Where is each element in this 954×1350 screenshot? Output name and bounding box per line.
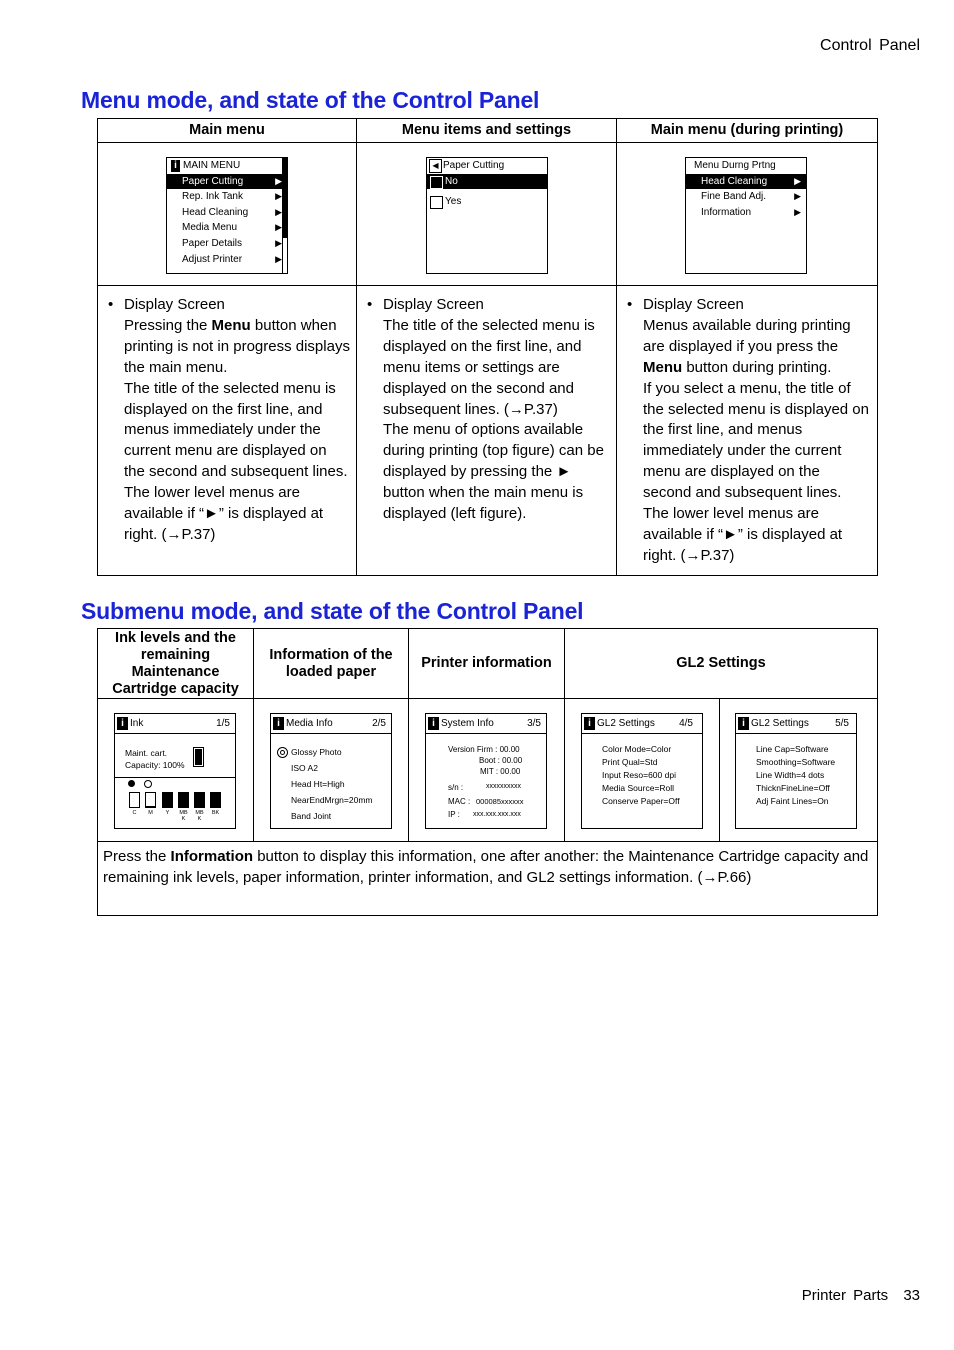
right-arrow-icon: ▶ xyxy=(275,206,282,217)
lcd-scrollbar xyxy=(282,158,287,273)
lcd-line: Line Cap=Software xyxy=(756,744,829,754)
running-header: Control Panel xyxy=(820,37,920,54)
desc-paragraph: The menu of options available during printing (top figure) can be displayed by pressing the ► button when the main menu is displayed (left figure). xyxy=(383,421,604,523)
lcd-line: Capacity: 100% xyxy=(125,760,185,770)
col-header-menu-items: Menu items and settings xyxy=(357,119,617,143)
right-arrow-icon: ▶ xyxy=(794,191,801,202)
lcd-menu-item: Information ▶ xyxy=(686,205,806,221)
ink-color-label: C xyxy=(132,810,137,816)
ink-color-label: M xyxy=(148,810,153,816)
ink-color-label: MBK xyxy=(195,810,204,822)
lcd-line: Input Reso=600 dpi xyxy=(602,770,676,780)
lcd-line: Head Ht=High xyxy=(291,779,345,789)
lcd-line: MIT : 00.00 xyxy=(480,767,521,776)
lcd-line: Band Joint xyxy=(291,811,332,821)
lcd-option: No xyxy=(427,174,547,190)
lcd-menu-items xyxy=(426,157,548,274)
ink-status-icon xyxy=(128,780,135,787)
ink-level-fill xyxy=(179,793,188,807)
lcd-line: xxx.xxx.xxx.xxx xyxy=(473,811,521,818)
ink-level-bar xyxy=(129,792,140,808)
ink-color-label: BK xyxy=(211,810,220,816)
lcd-media-info: i Media Info 2/5 Glossy Photo ISO A2 Head Ht=High NearEndMrgn=20mm Band Joint xyxy=(270,713,392,829)
right-arrow-icon: ▶ xyxy=(794,175,801,186)
ink-level-bar xyxy=(210,792,221,808)
bullet-icon: • xyxy=(367,296,373,313)
section-title-submenu-mode: Submenu mode, and state of the Control Panel xyxy=(81,598,584,624)
ink-level-fill xyxy=(211,793,220,807)
page-number: 33 xyxy=(903,1287,920,1304)
lcd-line: Color Mode=Color xyxy=(602,744,672,754)
col-header-ink-levels: Ink levels and the remaining Maintenance Cartridge capacity xyxy=(98,629,254,699)
lcd-menu-item: Head Cleaning ▶ xyxy=(686,174,806,190)
lcd-line: Boot : 00.00 xyxy=(479,756,523,765)
submenu-mode-table xyxy=(97,628,878,916)
desc-paragraph: Menus available during printing are displayed if you press the Menu button during printing. xyxy=(643,316,851,376)
lcd-title: Menu Durng Prtng xyxy=(694,160,776,171)
screen-cell-during-printing xyxy=(617,143,878,286)
menu-mode-table xyxy=(97,118,878,576)
desc-heading: Display Screen xyxy=(643,296,744,313)
ink-level-bar xyxy=(145,792,156,808)
ink-level-bar xyxy=(162,792,173,808)
desc-paragraph: The title of the selected menu is displayed on the first line, and menus immediately under the current menu are displayed on the second and subsequent lines. The lower level menus are available if “►” is displayed at right. (→P.37) xyxy=(124,379,348,543)
col-header-paper-info: Information of the loaded paper xyxy=(254,629,409,699)
desc-paragraph: The title of the selected menu is displayed on the first line, and menu items or settings are displayed on the second and subsequent lines. (→P.37) xyxy=(383,316,595,418)
ink-level-fill xyxy=(195,793,204,807)
lcd-line: Print Qual=Std xyxy=(602,757,658,767)
desc-paragraph: Pressing the Menu button when printing is not in progress displays the main menu. xyxy=(124,316,350,376)
lcd-line: Glossy Photo xyxy=(291,747,342,757)
info-icon: i xyxy=(117,717,128,730)
lcd-line: xxxxxxxxxx xyxy=(486,783,521,790)
lcd-menu-item: Media Menu ▶ xyxy=(167,220,287,236)
ink-gauge xyxy=(115,780,235,828)
lcd-line: 000085xxxxxx xyxy=(476,797,524,806)
ink-level-fill xyxy=(163,793,172,807)
back-arrow-icon: ◀ xyxy=(429,159,442,173)
lcd-main-menu xyxy=(166,157,288,274)
desc-paragraph: If you select a menu, the title of the selected menu is displayed on the first line, and menus immediately under the current menu are displayed on the second and subsequent lines. The lower level menus are available if “►” is displayed at right. (→P.37) xyxy=(643,379,869,564)
submenu-description: Press the Information button to display this information, one after another: the Maintenance Cartridge capacity and remaining ink levels, paper information, printer information, and GL2 settings information. (→P.66) xyxy=(103,848,869,886)
lcd-line: IP : xyxy=(448,810,460,819)
lcd-menu-item: Paper Details ▶ xyxy=(167,236,287,252)
info-icon: i xyxy=(738,717,749,730)
lcd-line: Conserve Paper=Off xyxy=(602,796,680,806)
lcd-line: Media Source=Roll xyxy=(602,783,675,793)
maintenance-cartridge-icon xyxy=(193,747,204,767)
info-icon: i xyxy=(428,717,439,730)
lcd-menu-item: Paper Cutting ▶ xyxy=(167,174,287,190)
screen-cell-system xyxy=(409,699,565,842)
lcd-line: Adj Faint Lines=On xyxy=(756,796,829,806)
lcd-menu-item: Rep. Ink Tank ▶ xyxy=(167,189,287,205)
screen-cell-ink xyxy=(98,699,254,842)
info-icon: i xyxy=(273,717,284,730)
col-header-during-printing: Main menu (during printing) xyxy=(617,119,878,143)
col-header-printer-info: Printer information xyxy=(409,629,565,699)
footer-label: Printer Parts xyxy=(801,1287,889,1304)
bullet-icon: • xyxy=(108,296,114,313)
right-arrow-icon: ▶ xyxy=(275,175,282,186)
right-arrow-icon: ▶ xyxy=(275,191,282,202)
lcd-line: Version Firm : 00.00 xyxy=(448,745,520,754)
right-arrow-icon: ▶ xyxy=(275,237,282,248)
desc-heading: Display Screen xyxy=(124,296,225,313)
lcd-line: s/n : xyxy=(448,783,464,792)
right-arrow-icon: ▶ xyxy=(275,222,282,233)
lcd-gl2-settings-4: i GL2 Settings 4/5 Color Mode=Color Print Qual=Std Input Reso=600 dpi Media Source=Roll Conserve Paper=Off xyxy=(581,713,703,829)
lcd-option: Yes xyxy=(427,194,547,210)
ink-level-fill xyxy=(146,806,155,807)
running-footer xyxy=(802,1287,920,1304)
info-icon: i xyxy=(171,160,180,172)
screen-cell-gl2-a xyxy=(565,699,720,842)
lcd-title: Paper Cutting xyxy=(443,160,505,171)
ink-level-bar xyxy=(178,792,189,808)
ink-level-bar xyxy=(194,792,205,808)
desc-cell-menu-items xyxy=(357,286,617,576)
lcd-line: NearEndMrgn=20mm xyxy=(291,795,373,805)
lcd-title: MAIN MENU xyxy=(183,160,241,171)
col-header-main-menu: Main menu xyxy=(98,119,357,143)
desc-heading: Display Screen xyxy=(383,296,484,313)
section-title-menu-mode: Menu mode, and state of the Control Panel xyxy=(81,87,540,113)
lcd-gl2-settings-5: i GL2 Settings 5/5 Line Cap=Software Smoothing=Software Line Width=4 dots ThicknFineLine=Off Adj Faint Lines=On xyxy=(735,713,857,829)
ink-warning-icon xyxy=(144,780,152,788)
right-arrow-icon: ▶ xyxy=(794,206,801,217)
lcd-during-printing xyxy=(685,157,807,274)
screen-cell-main-menu xyxy=(98,143,357,286)
info-icon: i xyxy=(584,717,595,730)
lcd-line: ISO A2 xyxy=(291,763,318,773)
paper-roll-icon xyxy=(277,747,288,758)
ink-color-label: Y xyxy=(165,810,170,816)
desc-cell-during-printing xyxy=(617,286,878,576)
lcd-menu-item: Head Cleaning ▶ xyxy=(167,205,287,221)
screen-cell-gl2-b xyxy=(720,699,878,842)
lcd-line: MAC : xyxy=(448,797,471,806)
lcd-system-info: i System Info 3/5 Version Firm : 00.00 Boot : 00.00 MIT : 00.00 s/n : xxxxxxxxxx MAC : 000085xxxxxx IP : xxx.xxx.xxx.xxx xyxy=(425,713,547,829)
screen-cell-media xyxy=(254,699,409,842)
lcd-menu-item: Fine Band Adj. ▶ xyxy=(686,189,806,205)
lcd-ink: i Ink 1/5 Maint. cart. Capacity: 100% C M Y MBK MBK BK xyxy=(114,713,236,829)
right-arrow-icon: ▶ xyxy=(275,253,282,264)
desc-cell-main-menu xyxy=(98,286,357,576)
lcd-menu-item: Adjust Printer ▶ xyxy=(167,252,287,268)
lcd-line: Line Width=4 dots xyxy=(756,770,825,780)
lcd-line: Smoothing=Software xyxy=(756,757,836,767)
ink-color-label: MBK xyxy=(179,810,188,822)
checkbox-icon xyxy=(430,196,443,209)
lcd-line: ThicknFineLine=Off xyxy=(756,783,830,793)
lcd-line: Maint. cart. xyxy=(125,748,168,758)
bullet-icon: • xyxy=(627,296,633,313)
screen-cell-menu-items xyxy=(357,143,617,286)
submenu-description-cell xyxy=(98,842,878,916)
checkbox-icon xyxy=(430,176,443,189)
col-header-gl2-settings: GL2 Settings xyxy=(565,629,878,699)
